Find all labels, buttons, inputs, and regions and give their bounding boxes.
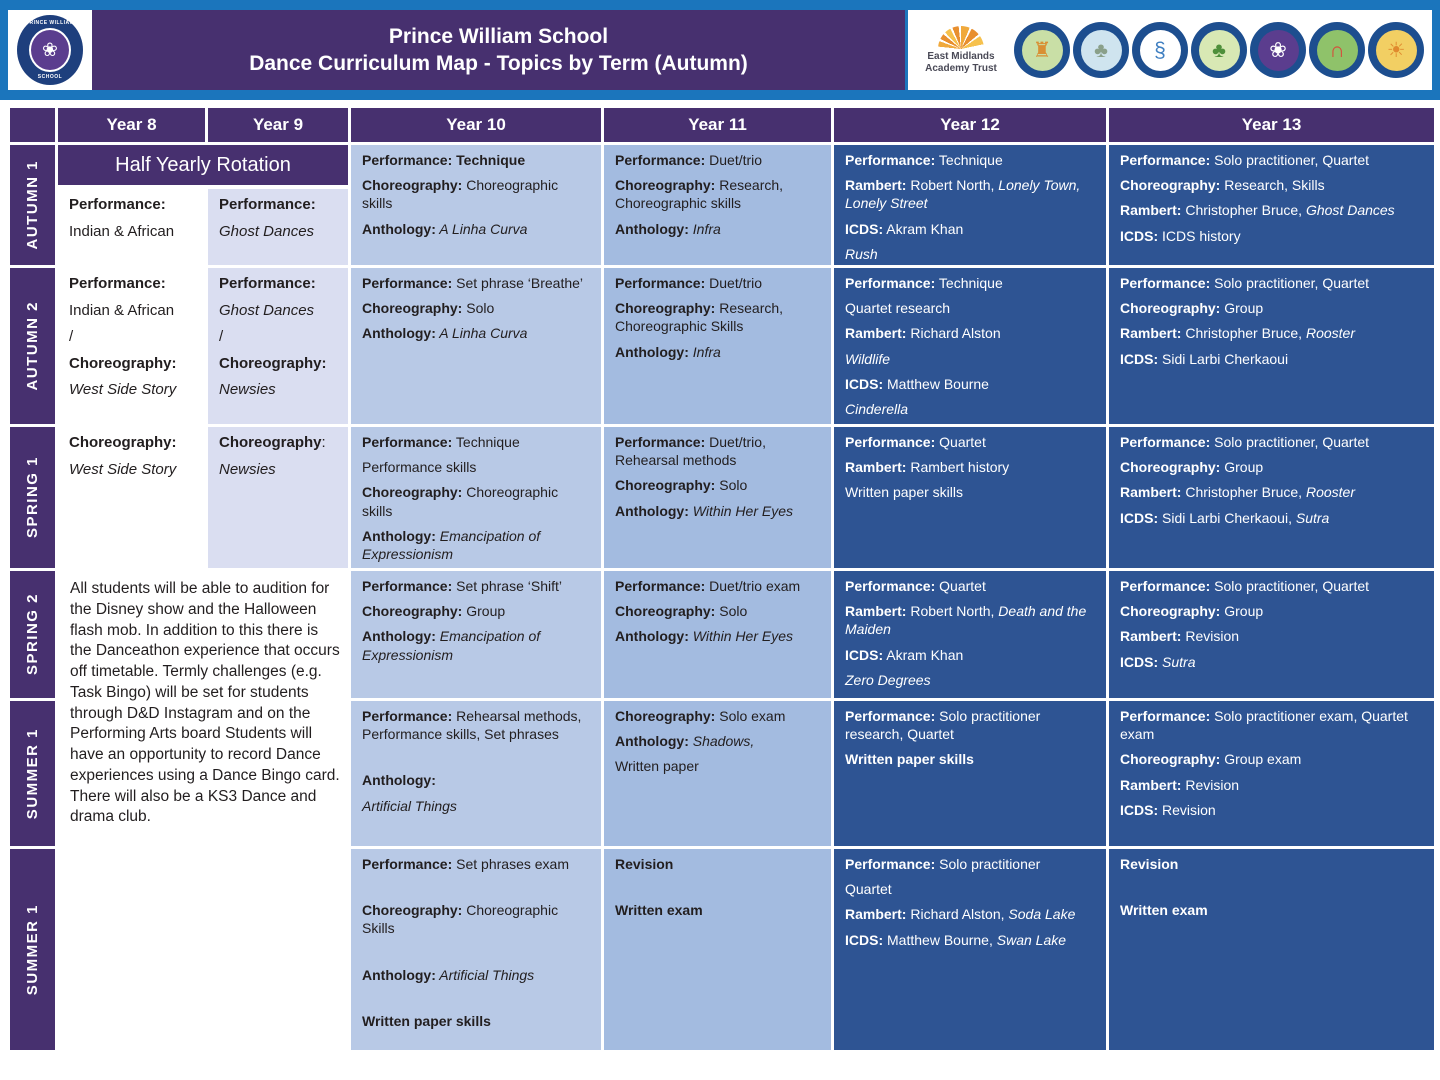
cell-summer-1-5-year-12: Performance: Solo practitioner research, Quartet Written paper skills [834,701,1106,846]
academy-badges [1014,22,1424,78]
row-label-text: AUTUMN 2 [24,301,41,391]
academy-badge-icon: ☀ [1376,30,1417,71]
cell-summer-1-6-year-12: Performance: Solo practitioner Quartet Rambert: Richard Alston, Soda Lake ICDS: Matthew Bourne, Swan Lake [834,849,1106,1050]
cell-spring-1-3-year-12: Performance: Quartet Rambert: Rambert history Written paper skills [834,427,1106,568]
east-midlands-academy-trust-logo [916,26,1006,74]
cell-spring-1-3-year-11: Performance: Duet/trio, Rehearsal methods Choreography: Solo Anthology: Within Her Eyes [604,427,831,568]
row-label-summer-1-6 [10,849,55,1050]
row-label-text: SUMMER 1 [24,727,41,820]
row-label-text: AUTUMN 1 [24,160,41,250]
tudor-rose-icon: ❀ [29,28,71,72]
cell-spring-1-3-year-8: Choreography: West Side Story [58,427,205,568]
cell-autumn-1-year-9: Performance: Ghost Dances [208,189,348,265]
cell-autumn-1-year-8: Performance: Indian & African [58,189,205,265]
trust-name-line-1: East Midlands [927,51,995,62]
academy-badge-icon: ∩ [1317,30,1358,71]
app-header [0,0,1440,100]
col-header-year-9: Year 9 [208,108,348,142]
row-label-autumn-1-1 [10,145,55,265]
academy-badge-castle-academy [1014,22,1070,78]
curriculum-table [10,108,1434,1050]
cell-autumn-1-1-year-12: Performance: Technique Rambert: Robert North, Lonely Town, Lonely Street ICDS: Akram Khan Rush [834,145,1106,265]
row-label-text: SPRING 1 [24,456,41,539]
cell-autumn-2-2-year-9: Performance: Ghost Dances / Choreography: Newsies [208,268,348,424]
cell-summer-1-6-year-13: Revision Written exam [1109,849,1434,1050]
row-label-text: SUMMER 1 [24,903,41,996]
cell-summer-1-6-year-10: Performance: Set phrases exam Choreography: Choreographic Skills Anthology: Artificial Things Written paper skills [351,849,601,1050]
col-header-term [10,108,55,142]
row-label-summer-1-5 [10,701,55,846]
col-header-year-13: Year 13 [1109,108,1434,142]
col-header-year-11: Year 11 [604,108,831,142]
prince-william-school-crest [17,15,83,85]
cell-autumn-2-2-year-10: Performance: Set phrase ‘Breathe’ Choreography: Solo Anthology: A Linha Curva [351,268,601,424]
cell-spring-1-3-year-10: Performance: Technique Performance skills Choreography: Choreographic skills Anthology: Emancipation of Expressionism [351,427,601,568]
cell-summer-1-5-year-11: Choreography: Solo exam Anthology: Shadows, Written paper [604,701,831,846]
ks3-enrichment-note: All students will be able to audition for the Disney show and the Halloween flash mob. In addition to this there is the Danceathon experience that occurs off timetable. Termly challenges (e.g. Task Bingo) will be set for students through D&D Instagram and on the Performing Arts board Students will have an opportunity to record Dance experiences using a Dance Bingo card. There will also be a KS3 Dance and drama club. [58,571,348,1050]
col-header-year-10: Year 10 [351,108,601,142]
school-logo [8,10,92,90]
col-header-year-12: Year 12 [834,108,1106,142]
cell-summer-1-5-year-10: Performance: Rehearsal methods, Performance skills, Set phrases Anthology: Artificial Things [351,701,601,846]
row-label-spring-1-3 [10,427,55,568]
cell-summer-1-5-year-13: Performance: Solo practitioner exam, Quartet exam Choreography: Group exam Rambert: Revision ICDS: Revision [1109,701,1434,846]
academy-badge-shepherdswell-academy [1309,22,1365,78]
half-yearly-rotation-banner: Half Yearly Rotation [58,145,348,185]
cell-autumn-2-2-year-8: Performance: Indian & African / Choreography: West Side Story [58,268,205,424]
cell-spring-1-3-year-9: Choreography: Newsies [208,427,348,568]
academy-badge-orchard-academy [1191,22,1247,78]
autumn1-ks3-group [58,145,348,265]
trust-logo-strip [908,10,1432,90]
cell-spring-2-4-year-12: Performance: Quartet Rambert: Robert North, Death and the Maiden ICDS: Akram Khan Zero Degrees [834,571,1106,698]
academy-badge-prince-william-school [1250,22,1306,78]
sunrise-icon [938,26,984,49]
trust-name [925,51,997,74]
school-logo-top-text: PRINCE WILLIAM [25,20,75,26]
row-label-spring-2-4 [10,571,55,698]
academy-badge-northampton-international-academy [1132,22,1188,78]
cell-autumn-1-1-year-11: Performance: Duet/trio Choreography: Research, Choreographic skills Anthology: Infra [604,145,831,265]
academy-badge-icon: § [1140,30,1181,71]
row-label-autumn-2-2 [10,268,55,424]
cell-autumn-1-1-year-10: Performance: Technique Choreography: Choreographic skills Anthology: A Linha Curva [351,145,601,265]
academy-badge-hardingstone-academy [1073,22,1129,78]
cell-autumn-2-2-year-11: Performance: Duet/trio Choreography: Research, Choreographic Skills Anthology: Infra [604,268,831,424]
school-logo-bottom-text: SCHOOL [37,74,63,80]
academy-badge-stimpson-avenue-academy [1368,22,1424,78]
page-title [92,10,905,90]
academy-badge-icon: ❀ [1258,30,1299,71]
col-header-year-8: Year 8 [58,108,205,142]
autumn1-year8-year9-cells [58,189,348,265]
cell-spring-2-4-year-13: Performance: Solo practitioner, Quartet Choreography: Group Rambert: Revision ICDS: Sutra [1109,571,1434,698]
cell-autumn-2-2-year-12: Performance: Technique Quartet research Rambert: Richard Alston Wildlife ICDS: Matthew Bourne Cinderella [834,268,1106,424]
cell-spring-1-3-year-13: Performance: Solo practitioner, Quartet Choreography: Group Rambert: Christopher Bruce, Rooster ICDS: Sidi Larbi Cherkaoui, Sutra [1109,427,1434,568]
title-line-1: Prince William School [388,24,609,48]
title-line-2: Dance Curriculum Map - Topics by Term (Autumn) [249,52,748,75]
cell-spring-2-4-year-10: Performance: Set phrase ‘Shift’ Choreography: Group Anthology: Emancipation of Expressionism [351,571,601,698]
cell-spring-2-4-year-11: Performance: Duet/trio exam Choreography: Solo Anthology: Within Her Eyes [604,571,831,698]
academy-badge-icon: ♣ [1199,30,1240,71]
cell-summer-1-6-year-11: Revision Written exam [604,849,831,1050]
academy-badge-icon: ♜ [1022,30,1063,71]
academy-badge-icon: ♣ [1081,30,1122,71]
row-label-text: SPRING 2 [24,593,41,676]
cell-autumn-2-2-year-13: Performance: Solo practitioner, Quartet Choreography: Group Rambert: Christopher Bruce, Rooster ICDS: Sidi Larbi Cherkaoui [1109,268,1434,424]
trust-name-line-2: Academy Trust [925,62,997,74]
cell-autumn-1-1-year-13: Performance: Solo practitioner, Quartet Choreography: Research, Skills Rambert: Christopher Bruce, Ghost Dances ICDS: ICDS history [1109,145,1434,265]
